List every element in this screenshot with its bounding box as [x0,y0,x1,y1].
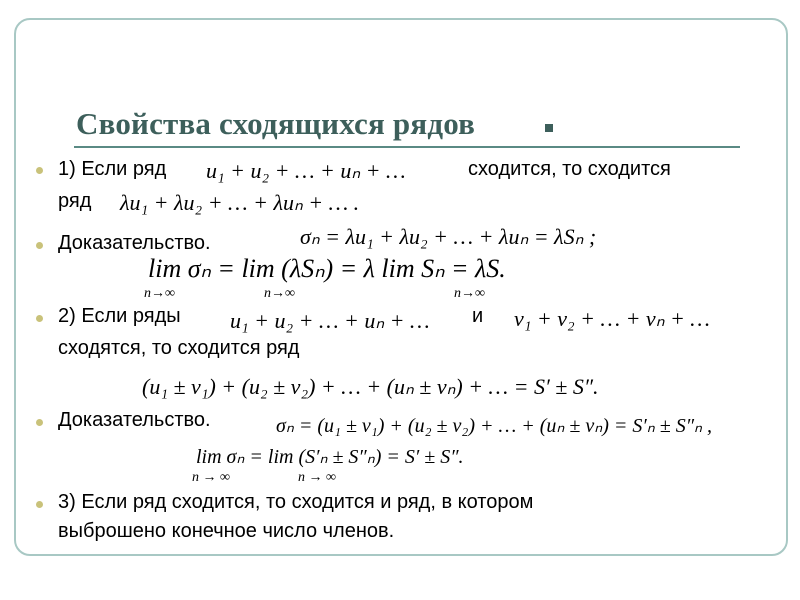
item2-text-start: 2) Если ряды [58,305,181,327]
lim-subscript-1: n→∞ [144,286,175,301]
title-underline [74,146,740,148]
item2-series-u: u₁ + u₂ + … + uₙ + … [230,308,430,333]
item1-text-start: 1) Если ряд [58,158,167,180]
lim-subscript-3: n→∞ [454,286,485,301]
item1-series-lambda: λu₁ + λu₂ + … + λuₙ + … . [120,190,360,215]
item3-line2: выброшено конечное число членов. [58,520,395,542]
proof2-label: Доказательство. [58,409,211,431]
proof1-label: Доказательство. [58,232,211,254]
item1-series: u₁ + u₂ + … + uₙ + … [206,158,406,183]
item1-text-end: сходится, то сходится [468,158,671,180]
bullet-1 [36,167,43,174]
item1-text-word: ряд [58,190,92,212]
proof2-limit: lim σₙ = lim (S′ₙ ± S″ₙ) = S′ ± S″. [196,446,464,468]
proof1-equation: σₙ = λu₁ + λu₂ + … + λuₙ = λSₙ ; [300,224,597,249]
item2-text-end: сходятся, то сходится ряд [58,337,300,359]
lim-subscript-4: n → ∞ [192,470,230,485]
item3-line1: 3) Если ряд сходится, то сходится и ряд, в котором [58,491,534,513]
slide-frame [14,18,788,556]
proof2-equation: σₙ = (u₁ ± v₁) + (u₂ ± v₂) + … + (uₙ ± vₙ) = S′ₙ ± S″ₙ , [276,415,712,437]
title-dot [545,124,553,132]
bullet-5 [36,501,43,508]
lim-subscript-5: n → ∞ [298,470,336,485]
proof1-limit: lim σₙ = lim (λSₙ) = λ lim Sₙ = λS. [148,254,506,283]
slide-title: Свойства сходящихся рядов [76,106,476,141]
item2-series-v: v₁ + v₂ + … + vₙ + … [514,306,710,331]
bullet-2 [36,242,43,249]
bullet-4 [36,419,43,426]
item2-and: и [472,305,484,327]
item2-series-sum: (u₁ ± v₁) + (u₂ ± v₂) + … + (uₙ ± vₙ) + … = S′ ± S″. [142,374,599,399]
bullet-3 [36,315,43,322]
lim-subscript-2: n→∞ [264,286,295,301]
